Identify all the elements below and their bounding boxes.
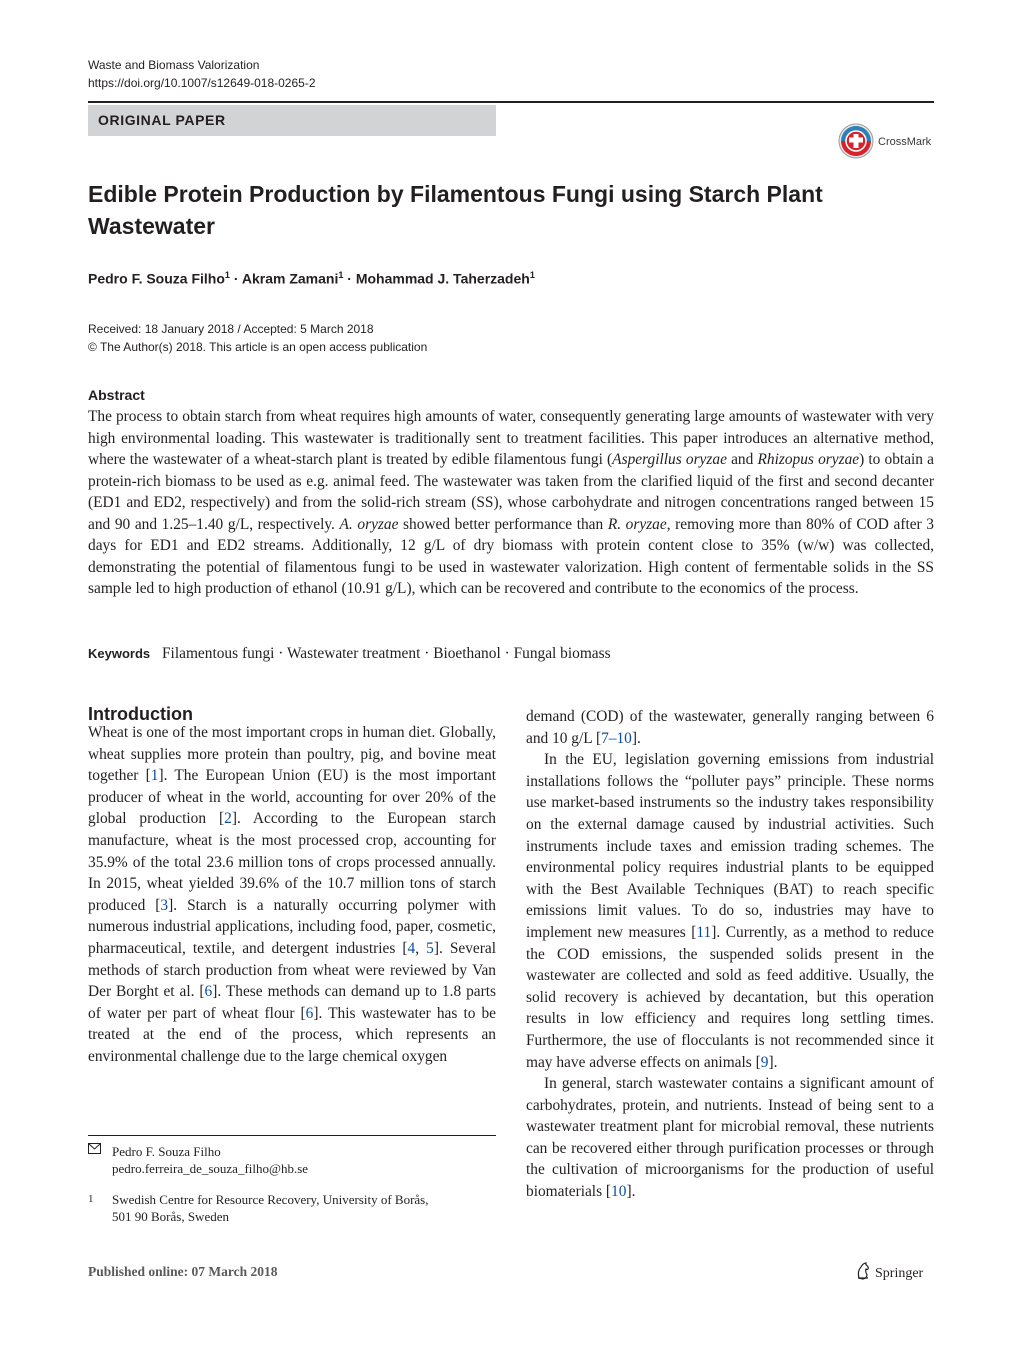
- citation-link[interactable]: 4: [407, 939, 416, 957]
- journal-name: Waste and Biomass Valorization: [88, 58, 260, 72]
- citation-link[interactable]: 1: [150, 767, 159, 785]
- paragraph: In general, starch wastewater contains a significant amount of carbohydrates, protein, and nutrients. Instead of being sent to a wastewater treatment plant for microbial removal, these nutrients can be recovered either through purification processes or through the cultivation of microorganisms for the production of useful biomaterials [10].: [526, 1075, 934, 1201]
- article-type-banner: [88, 105, 496, 136]
- received-accepted: Received: 18 January 2018 / Accepted: 5 March 2018: [88, 322, 374, 336]
- keywords-label: Keywords: [88, 646, 151, 661]
- header-rule: [88, 101, 934, 103]
- body-column-left: [88, 722, 496, 1068]
- citation-link[interactable]: 5: [426, 939, 434, 957]
- paragraph: Wheat is one of the most important crops in human diet. Globally, wheat supplies more protein than poultry, pig, and bovine meat together [1]. The European Union (EU) is the most important producer of wheat in the world, accounting for over 20% of the global production [2]. According to the European starch manufacture, wheat is the most processed crop, accounting for 35.9% of the total 23.6 million tons of crops processed annually. In 2015, wheat yielded 39.6% of the 10.7 million tons of starch produced [3]. Starch is a naturally occurring polymer with numerous industrial applications, including food, paper, cosmetic, pharmaceutical, textile, and detergent industries [4, 5]. Several methods of starch production from wheat were reviewed by Van Der Borght et al. [6]. These methods can demand up to 1.8 parts of water per part of wheat flour [6]. This wastewater has to be treated at the end of the process, which represents an environmental challenge due to the large chemical oxygen: [88, 724, 497, 1065]
- paragraph: demand (COD) of the wastewater, generally ranging between 6 and 10 g/L [7–10].: [526, 708, 934, 747]
- published-online-date: Published online: 07 March 2018: [88, 1264, 278, 1279]
- citation-link[interactable]: 3: [160, 896, 169, 914]
- corresponding-author-email[interactable]: pedro.ferreira_de_souza_filho@hb.se: [112, 1161, 309, 1176]
- keyword: Bioethanol: [433, 645, 501, 662]
- publisher-logo: [855, 1262, 923, 1282]
- author-affiliation-mark: 1: [338, 270, 344, 280]
- crossmark-icon: [838, 123, 874, 159]
- envelope-icon: [88, 1143, 101, 1160]
- affiliation-mark: 1: [88, 1193, 94, 1205]
- abstract-heading: Abstract: [88, 387, 145, 403]
- section-heading-introduction: Introduction: [88, 704, 193, 724]
- citation-link[interactable]: 11: [696, 923, 712, 941]
- author-name[interactable]: Pedro F. Souza Filho: [88, 270, 225, 287]
- footnote-rule: [88, 1135, 496, 1136]
- keyword: Fungal biomass: [513, 645, 611, 662]
- body-column-right: [526, 706, 934, 1203]
- author-name[interactable]: Mohammad J. Taherzadeh: [355, 270, 530, 287]
- citation-link[interactable]: 6: [305, 1004, 314, 1022]
- keyword: Filamentous fungi: [162, 645, 275, 662]
- citation-link[interactable]: 10: [611, 1183, 627, 1201]
- crossmark-label: CrossMark: [878, 136, 932, 148]
- paragraph: In the EU, legislation governing emissions from industrial installations follows the “polluter pays” principle. These norms use market-based instruments so the industry takes responsibility on the external damage caused by industrial activities. Such instruments include taxes and emission trading schemes. The environmental policy requires industrial plants to be equipped with the Best Available Techniques (BAT) to reach specific emissions limit values. To do so, industries may have to implement new measures [11]. Currently, as a method to reduce the COD emissions, the suspended solids present in the wastewater are collected and sold as feed additive. Usually, the solid recovery is achieved by decantation, but this operation results in low efficiency and requires long settling times. Furthermore, the use of flocculants is not recommended since it may have adverse effects on animals [9].: [526, 751, 934, 1071]
- footnotes: [88, 1143, 496, 1225]
- keywords: Keywords Filamentous fungi · Wastewater treatment · Bioethanol · Fungal biomass: [88, 645, 611, 662]
- author-affiliation-mark: 1: [529, 270, 535, 280]
- publisher-name: Springer: [875, 1266, 924, 1281]
- affiliation-line: 501 90 Borås, Sweden: [112, 1209, 229, 1224]
- doi-link[interactable]: https://doi.org/10.1007/s12649-018-0265-2: [88, 76, 316, 90]
- article-type-label: ORIGINAL PAPER: [98, 112, 226, 128]
- citation-link[interactable]: 9: [760, 1053, 769, 1071]
- crossmark-badge[interactable]: [838, 123, 938, 161]
- article-history: [88, 320, 427, 356]
- citation-link[interactable]: 6: [204, 983, 213, 1001]
- keyword: Wastewater treatment: [286, 645, 421, 662]
- abstract-body: The process to obtain starch from wheat requires high amounts of water, consequently generating large amounts of wastewater with very high environmental loading. This wastewater is traditionally sent to treatment facilities. This paper introduces an alternative method, where the wastewater of a wheat-starch plant is treated by edible filamentous fungi (Aspergillus oryzae and Rhizopus oryzae) to obtain a protein-rich biomass to be used as e.g. animal feed. The wastewater was taken from the clarified liquid of the first and second decanter (ED1 and ED2, respectively) and from the solid-rich stream (SS), whose carbohydrate and nitrogen concentrations ranged between 15 and 90 and 1.25–1.40 g/L, respectively. A. oryzae showed better performance than R. oryzae, removing more than 80% of COD after 3 days for ED1 and ED2 streams. Additionally, 12 g/L of dry biomass with protein content close to 35% (w/w) was collected, demonstrating the potential of filamentous fungi to be used in wastewater valorization. High content of fermentable solids in the SS sample led to high production of ethanol (10.91 g/L), which can be recovered and contribute to the economics of the process.: [88, 408, 934, 597]
- copyright-notice: © The Author(s) 2018. This article is an open access publication: [88, 340, 428, 354]
- author-list: Pedro F. Souza Filho$^1$ · Akram Zamani$^1$ · Mohammad J. Taherzadeh$^1$: [88, 270, 535, 287]
- affiliation: [88, 1191, 496, 1225]
- author-name[interactable]: Akram Zamani: [241, 270, 339, 287]
- citation-link[interactable]: 2: [224, 810, 232, 828]
- springer-horse-icon: [855, 1262, 871, 1280]
- paper-title: Edible Protein Production by Filamentous Fungi using Starch Plant Wastewater: [88, 181, 823, 239]
- journal-header: [88, 55, 316, 93]
- author-affiliation-mark: 1: [224, 270, 230, 280]
- affiliation-line: Swedish Centre for Resource Recovery, University of Borås,: [112, 1192, 429, 1207]
- corresponding-author: [88, 1143, 496, 1177]
- corresponding-author-name: Pedro F. Souza Filho: [112, 1144, 221, 1159]
- citation-link[interactable]: 7–10: [601, 729, 632, 747]
